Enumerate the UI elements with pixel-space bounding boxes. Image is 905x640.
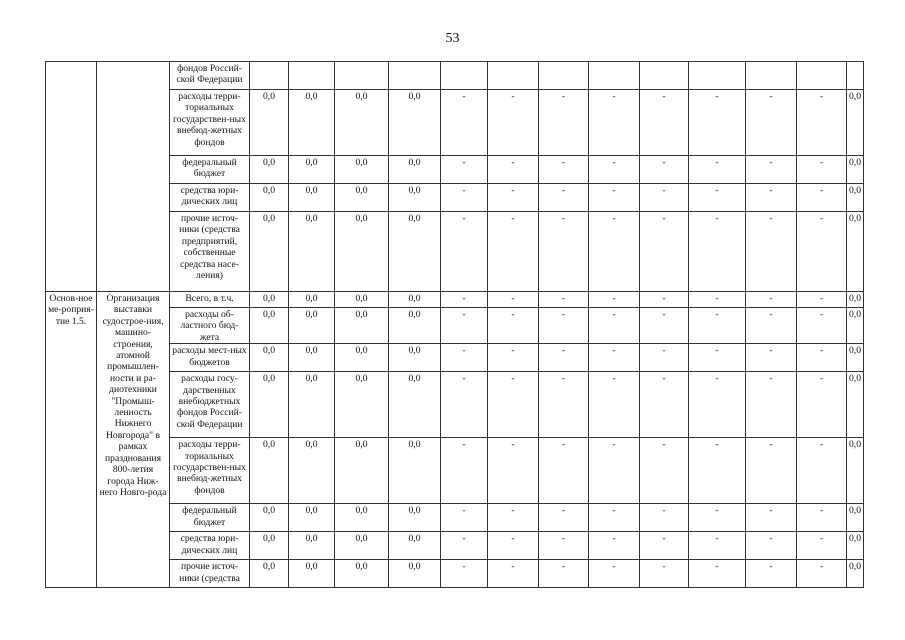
value-cell (441, 62, 488, 90)
value-cell: - (797, 532, 847, 560)
value-cell: - (589, 90, 640, 156)
value-cell: - (746, 532, 797, 560)
value-cell: 0,0 (250, 90, 289, 156)
value-cell: - (441, 212, 488, 292)
value-cell: - (441, 532, 488, 560)
value-cell: 0,0 (847, 184, 864, 212)
value-cell: 0,0 (250, 504, 289, 532)
value-cell: - (441, 292, 488, 308)
value-cell: - (488, 90, 539, 156)
value-cell: 0,0 (335, 212, 389, 292)
value-cell: - (539, 292, 589, 308)
value-cell: - (441, 308, 488, 344)
value-cell (847, 62, 864, 90)
value-cell: 0,0 (289, 184, 335, 212)
value-cell: 0,0 (289, 372, 335, 438)
value-cell: 0,0 (250, 532, 289, 560)
value-cell: 0,0 (289, 156, 335, 184)
value-cell: - (640, 184, 689, 212)
value-cell: 0,0 (335, 184, 389, 212)
value-cell: 0,0 (250, 308, 289, 344)
value-cell: - (539, 184, 589, 212)
value-cell (589, 62, 640, 90)
value-cell: 0,0 (335, 308, 389, 344)
value-cell: - (488, 212, 539, 292)
value-cell: - (589, 156, 640, 184)
value-cell: - (689, 504, 746, 532)
value-cell: - (441, 344, 488, 372)
funding-source-label: расходы об-ластного бюд-жета (170, 308, 250, 344)
value-cell: 0,0 (389, 344, 441, 372)
value-cell: - (441, 504, 488, 532)
funding-source-label: расходы терри-ториальных государствен-ных внебюд-жетных фондов (170, 90, 250, 156)
value-cell: 0,0 (389, 308, 441, 344)
value-cell: 0,0 (847, 372, 864, 438)
value-cell: - (797, 292, 847, 308)
value-cell: - (589, 292, 640, 308)
value-cell: - (689, 90, 746, 156)
value-cell (289, 62, 335, 90)
table-row (46, 292, 864, 308)
value-cell: - (746, 156, 797, 184)
value-cell: 0,0 (847, 90, 864, 156)
value-cell: - (539, 156, 589, 184)
page-number: 53 (445, 31, 460, 46)
budget-table (45, 61, 864, 588)
value-cell: - (589, 344, 640, 372)
funding-source-label: прочие источ-ники (средства (170, 560, 250, 588)
value-cell: - (746, 292, 797, 308)
value-cell: - (689, 372, 746, 438)
value-cell: 0,0 (847, 292, 864, 308)
value-cell: 0,0 (847, 308, 864, 344)
value-cell: - (539, 532, 589, 560)
value-cell: - (640, 308, 689, 344)
value-cell: 0,0 (289, 504, 335, 532)
funding-source-label: расходы госу-дарственных внебюджетных фондов Россий-ской Федерации (170, 372, 250, 438)
value-cell: - (797, 504, 847, 532)
value-cell: - (689, 212, 746, 292)
value-cell: 0,0 (335, 344, 389, 372)
value-cell: - (589, 438, 640, 504)
value-cell: 0,0 (847, 560, 864, 588)
activity-number: Основ-ное ме-роприя-тие 1.5. (46, 292, 97, 588)
value-cell: - (746, 504, 797, 532)
value-cell (488, 62, 539, 90)
value-cell: 0,0 (847, 156, 864, 184)
value-cell: - (441, 372, 488, 438)
value-cell: 0,0 (389, 184, 441, 212)
funding-source-label: Всего, в т.ч. (170, 292, 250, 308)
value-cell: 0,0 (389, 372, 441, 438)
value-cell: - (539, 560, 589, 588)
activity-description: Организация выставки судострое-ния, машино-строения, атомной промышлен-ности и ра-диотехники "Промыш-ленность Нижнего Новгорода" в рамках празднования 800-летия города Ниж-него Новго-рода (97, 292, 170, 588)
value-cell (640, 62, 689, 90)
value-cell: - (488, 184, 539, 212)
value-cell: 0,0 (289, 308, 335, 344)
value-cell: 0,0 (250, 292, 289, 308)
value-cell: 0,0 (335, 504, 389, 532)
value-cell: 0,0 (335, 156, 389, 184)
table-row (46, 62, 864, 90)
value-cell: - (797, 90, 847, 156)
funding-source-label: прочие источ-ники (средства предприятий, собственные средства насе-ления) (170, 212, 250, 292)
funding-source-label: федеральный бюджет (170, 504, 250, 532)
value-cell: 0,0 (847, 438, 864, 504)
value-cell: 0,0 (389, 532, 441, 560)
value-cell (389, 62, 441, 90)
value-cell: 0,0 (389, 438, 441, 504)
value-cell: - (746, 184, 797, 212)
value-cell: - (441, 438, 488, 504)
value-cell: - (488, 438, 539, 504)
value-cell: - (488, 372, 539, 438)
value-cell: - (797, 560, 847, 588)
value-cell: 0,0 (389, 292, 441, 308)
value-cell: - (640, 344, 689, 372)
value-cell: 0,0 (335, 372, 389, 438)
value-cell: - (689, 438, 746, 504)
value-cell: 0,0 (289, 438, 335, 504)
value-cell: - (488, 560, 539, 588)
continuation-col-1 (46, 62, 97, 292)
value-cell: 0,0 (335, 292, 389, 308)
value-cell: - (441, 156, 488, 184)
value-cell: 0,0 (289, 90, 335, 156)
value-cell: 0,0 (335, 560, 389, 588)
value-cell: - (689, 560, 746, 588)
value-cell: - (746, 90, 797, 156)
funding-source-label: расходы терри-ториальных государствен-ных внебюд-жетных фондов (170, 438, 250, 504)
value-cell: - (539, 438, 589, 504)
value-cell: - (689, 532, 746, 560)
value-cell: - (488, 292, 539, 308)
value-cell: - (640, 504, 689, 532)
value-cell: 0,0 (389, 90, 441, 156)
value-cell: - (539, 344, 589, 372)
value-cell (335, 62, 389, 90)
value-cell: 0,0 (289, 532, 335, 560)
value-cell (539, 62, 589, 90)
value-cell (746, 62, 797, 90)
value-cell: - (797, 212, 847, 292)
value-cell: - (746, 308, 797, 344)
value-cell (797, 62, 847, 90)
value-cell: - (488, 156, 539, 184)
value-cell: 0,0 (847, 504, 864, 532)
value-cell: - (640, 156, 689, 184)
value-cell: - (539, 212, 589, 292)
value-cell: - (640, 292, 689, 308)
value-cell: - (488, 504, 539, 532)
value-cell: - (797, 184, 847, 212)
value-cell: - (797, 438, 847, 504)
value-cell: - (640, 560, 689, 588)
value-cell: 0,0 (389, 212, 441, 292)
value-cell: - (689, 184, 746, 212)
value-cell: - (441, 90, 488, 156)
value-cell: - (797, 308, 847, 344)
funding-source-label: расходы мест-ных бюджетов (170, 344, 250, 372)
value-cell: - (589, 372, 640, 438)
value-cell (250, 62, 289, 90)
value-cell: 0,0 (250, 212, 289, 292)
continuation-col-2 (97, 62, 170, 292)
value-cell: 0,0 (335, 90, 389, 156)
value-cell: 0,0 (389, 560, 441, 588)
value-cell: 0,0 (289, 560, 335, 588)
funding-source-label: фондов Россий-ской Федерации (170, 62, 250, 90)
value-cell: - (589, 308, 640, 344)
value-cell: - (640, 90, 689, 156)
value-cell: 0,0 (250, 560, 289, 588)
value-cell: - (589, 504, 640, 532)
value-cell: - (689, 292, 746, 308)
value-cell: - (746, 212, 797, 292)
value-cell: 0,0 (335, 438, 389, 504)
value-cell: - (539, 90, 589, 156)
value-cell: 0,0 (389, 156, 441, 184)
value-cell: - (797, 344, 847, 372)
value-cell: 0,0 (289, 292, 335, 308)
value-cell: 0,0 (289, 344, 335, 372)
value-cell: 0,0 (847, 212, 864, 292)
value-cell: - (539, 504, 589, 532)
value-cell: 0,0 (389, 504, 441, 532)
value-cell: - (746, 560, 797, 588)
value-cell: - (589, 532, 640, 560)
value-cell: - (640, 372, 689, 438)
value-cell: - (589, 184, 640, 212)
value-cell: 0,0 (250, 372, 289, 438)
value-cell: 0,0 (335, 532, 389, 560)
value-cell: - (797, 372, 847, 438)
value-cell: - (539, 308, 589, 344)
value-cell (689, 62, 746, 90)
value-cell: - (539, 372, 589, 438)
value-cell: - (746, 344, 797, 372)
funding-source-label: средства юри-дических лиц (170, 532, 250, 560)
funding-source-label: средства юри-дических лиц (170, 184, 250, 212)
value-cell: - (640, 212, 689, 292)
value-cell: - (589, 560, 640, 588)
value-cell: - (746, 372, 797, 438)
value-cell: 0,0 (289, 212, 335, 292)
value-cell: - (797, 156, 847, 184)
value-cell: - (640, 532, 689, 560)
value-cell: - (488, 532, 539, 560)
value-cell: - (441, 560, 488, 588)
funding-source-label: федеральный бюджет (170, 156, 250, 184)
value-cell: - (746, 438, 797, 504)
value-cell: 0,0 (250, 438, 289, 504)
value-cell: - (689, 156, 746, 184)
value-cell: 0,0 (250, 156, 289, 184)
value-cell: - (589, 212, 640, 292)
value-cell: 0,0 (847, 344, 864, 372)
value-cell: 0,0 (250, 184, 289, 212)
value-cell: - (689, 344, 746, 372)
value-cell: - (689, 308, 746, 344)
value-cell: - (441, 184, 488, 212)
value-cell: 0,0 (250, 344, 289, 372)
value-cell: 0,0 (847, 532, 864, 560)
value-cell: - (488, 344, 539, 372)
value-cell: - (640, 438, 689, 504)
value-cell: - (488, 308, 539, 344)
